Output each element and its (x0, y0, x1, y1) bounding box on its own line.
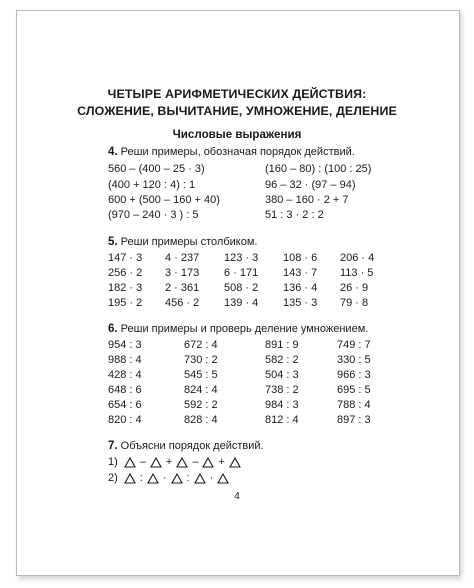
task-5-expr: 26 · 9 (340, 282, 369, 294)
task-6-expr: 330 : 5 (337, 354, 371, 366)
task-5-expr: 4 · 237 (165, 252, 200, 264)
task-6-expr: 730 : 2 (184, 354, 218, 366)
task-6-expr: 988 : 4 (108, 354, 142, 366)
task-6-expr: 820 : 4 (108, 414, 142, 426)
task-5-expr: 2 · 361 (165, 282, 200, 294)
operator-sign: – (139, 456, 146, 468)
triangle-icon (150, 457, 162, 468)
task-5-number: 5. (108, 236, 118, 248)
task-5-expr: 256 · 2 (108, 267, 143, 279)
task-5-expr: 3 · 173 (165, 267, 200, 279)
task-7-line-2 (108, 472, 231, 484)
operator-sign: · (162, 472, 167, 484)
task-6-expr: 582 : 2 (265, 354, 299, 366)
task-5-expr: 195 · 2 (108, 297, 143, 309)
task-6-expr: 788 : 4 (337, 399, 371, 411)
task-5-expr: 139 · 4 (224, 297, 259, 309)
task-5-expr: 123 · 3 (224, 252, 259, 264)
operator-sign: : (139, 472, 143, 484)
task-7-text: Объясни порядок действий. (120, 440, 264, 452)
task-5-expr: 6 · 171 (224, 267, 259, 279)
task-7-number: 7. (108, 440, 118, 452)
operator-sign: + (165, 456, 173, 468)
task-5-heading (108, 236, 257, 248)
task-6-expr: 897 : 3 (337, 414, 371, 426)
task-6-expr: 824 : 4 (184, 384, 218, 396)
task-6-expr: 545 : 5 (184, 369, 218, 381)
task-4-expr: (970 – 240 · 3 ) : 5 (108, 209, 199, 221)
triangle-icon (176, 457, 188, 468)
operator-sign: + (218, 456, 225, 468)
task-4-expr: 96 – 32 · (97 – 94) (265, 179, 356, 191)
task-6-expr: 654 : 6 (108, 399, 142, 411)
task-6-expr: 749 : 7 (337, 339, 371, 351)
task-6-expr: 648 : 6 (108, 384, 142, 396)
triangle-icon (217, 473, 229, 484)
task-6-expr: 984 : 3 (265, 399, 299, 411)
task-7-line-1 (108, 456, 243, 468)
task-6-expr: 504 : 3 (265, 369, 299, 381)
task-4-expr: 380 – 160 · 2 + 7 (265, 194, 349, 206)
task-5-expr: 143 · 7 (283, 267, 318, 279)
task-6-expr: 695 : 5 (337, 384, 371, 396)
section-subtitle: Числовые выражения (172, 128, 302, 141)
triangle-icon (194, 473, 206, 484)
task-6-expr: 738 : 2 (265, 384, 299, 396)
task-4-expr: 600 + (500 – 160 + 40) (108, 194, 220, 206)
operator-sign: – (192, 456, 199, 468)
task-6-expr: 428 : 4 (108, 369, 142, 381)
task-4-expr: (400 + 120 : 4) : 1 (108, 179, 196, 191)
task-5-expr: 135 · 3 (283, 297, 318, 309)
task-6-expr: 966 : 3 (337, 369, 371, 381)
task-6-number: 6. (108, 323, 118, 335)
task-6-heading (108, 323, 368, 335)
task-7-line-1-label: 1) (108, 456, 118, 468)
task-5-expr: 147 · 3 (108, 252, 143, 264)
triangle-icon (124, 473, 136, 484)
task-7-heading (108, 440, 264, 452)
task-5-expr: 182 · 3 (108, 282, 143, 294)
task-7-line-2-label: 2) (108, 472, 118, 484)
triangle-icon (147, 473, 159, 484)
triangle-icon (202, 457, 214, 468)
operator-sign: · (209, 472, 214, 484)
task-5-expr: 136 · 4 (283, 282, 318, 294)
task-6-text: Реши примеры и проверь деление умножением. (120, 323, 369, 335)
operator-sign: : (186, 472, 190, 484)
task-6-expr: 672 : 4 (184, 339, 218, 351)
task-6-expr: 812 : 4 (265, 414, 299, 426)
task-5-text: Реши примеры столбиком. (120, 236, 258, 248)
page-number: 4 (234, 491, 240, 502)
task-6-expr: 891 : 9 (265, 339, 299, 351)
triangle-icon (229, 457, 241, 468)
task-5-expr: 508 · 2 (224, 282, 259, 294)
task-6-expr: 828 : 4 (184, 414, 218, 426)
triangle-icon (124, 457, 136, 468)
task-4-text: Реши примеры, обозначая порядок действий. (120, 146, 355, 158)
task-4-expr: (160 – 80) : (100 : 25) (265, 163, 372, 175)
page-title-line-1: ЧЕТЫРЕ АРИФМЕТИЧЕСКИХ ДЕЙСТВИЯ: (107, 87, 367, 101)
task-5-expr: 456 · 2 (165, 297, 200, 309)
task-5-expr: 108 · 6 (283, 252, 318, 264)
task-5-expr: 113 · 5 (340, 267, 374, 279)
task-6-expr: 592 : 2 (184, 399, 218, 411)
triangle-icon (171, 473, 183, 484)
task-4-heading (108, 146, 355, 158)
task-5-expr: 79 · 8 (340, 297, 369, 309)
task-4-expr: 51 : 3 · 2 : 2 (265, 209, 324, 221)
task-4-expr: 560 – (400 – 25 · 3) (108, 163, 205, 175)
page-title-line-2: СЛОЖЕНИЕ, ВЫЧИТАНИЕ, УМНОЖЕНИЕ, ДЕЛЕНИЕ (77, 104, 397, 118)
task-4-number: 4. (108, 146, 118, 158)
task-6-expr: 954 : 3 (108, 339, 142, 351)
task-5-expr: 206 · 4 (340, 252, 375, 264)
